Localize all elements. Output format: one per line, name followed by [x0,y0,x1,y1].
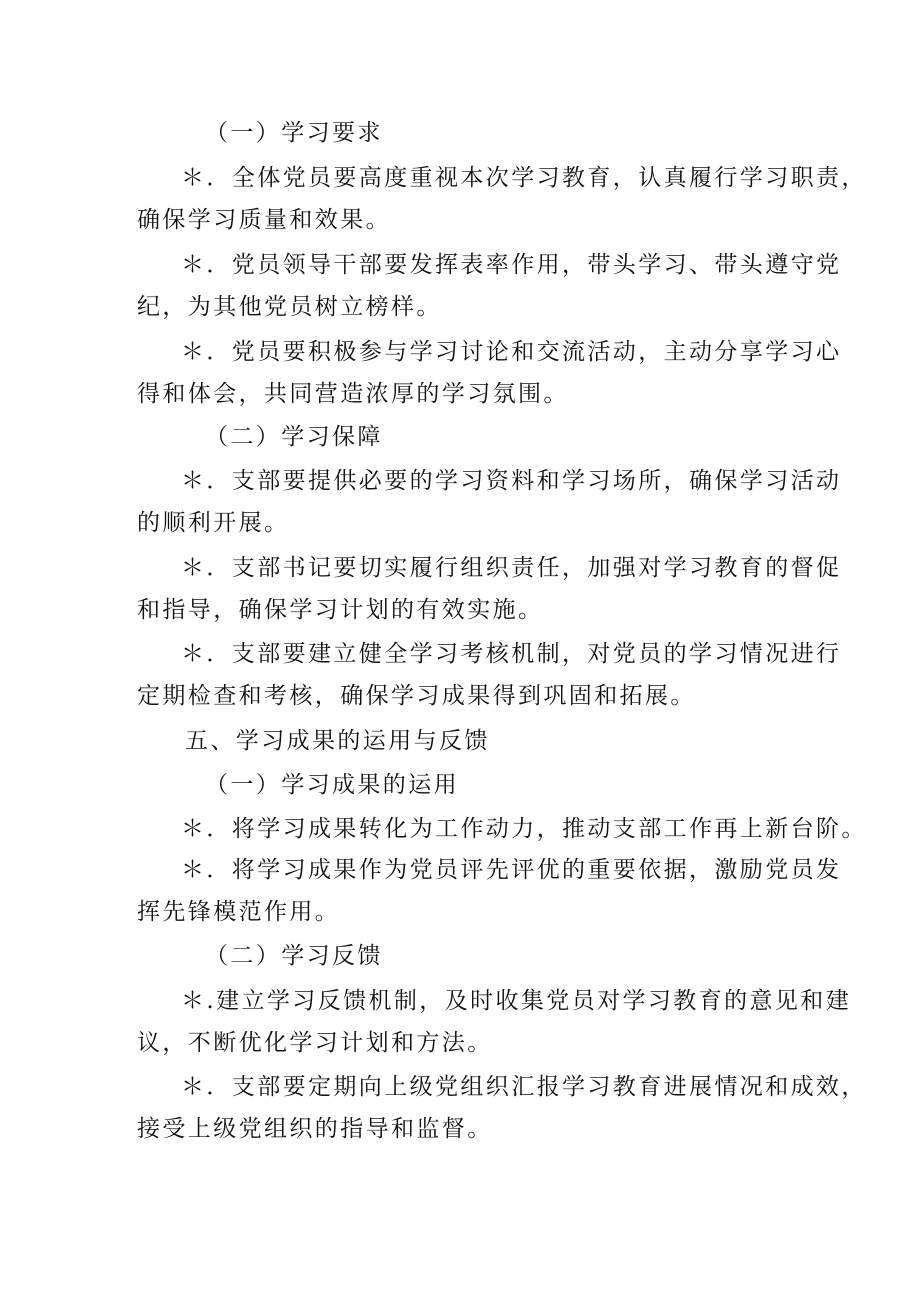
list-item: ＊．党员领导干部要发挥表率作用，带头学习、带头遵守党 [181,252,842,278]
list-item-continuation: 得和体会，共同营造浓厚的学习氛围。 [137,381,569,407]
list-item: ＊．支部要提供必要的学习资料和学习场所，确保学习活动 [181,468,842,494]
list-item: ＊．全体党员要高度重视本次学习教育，认真履行学习职责， [181,165,867,191]
list-item: ＊．支部要定期向上级党组织汇报学习教育进展情况和成效， [181,1074,867,1100]
list-item-continuation: 定期检查和考核，确保学习成果得到巩固和拓展。 [137,683,696,709]
list-item-continuation: 纪，为其他党员树立榜样。 [137,294,442,320]
chapter-title: 五、学习成果的运用与反馈 [185,728,490,754]
list-item: ＊．党员要积极参与学习讨论和交流活动，主动分享学习心 [181,339,842,365]
section-heading: （一）学习成果的运用 [205,772,459,798]
list-item: ＊.建立学习反馈机制，及时收集党员对学习教育的意见和建 [181,988,852,1014]
list-item-continuation: 挥先锋模范作用。 [137,899,341,925]
list-item-continuation: 确保学习质量和效果。 [137,207,391,233]
list-item: ＊．将学习成果转化为工作动力，推动支部工作再上新台阶。 [181,816,867,842]
section-heading: （二）学习反馈 [205,943,383,969]
list-item-continuation: 和指导，确保学习计划的有效实施。 [137,597,544,623]
list-item-continuation: 的顺利开展。 [137,510,290,536]
section-heading: （一）学习要求 [205,120,383,146]
list-item: ＊．支部书记要切实履行组织责任，加强对学习教育的督促 [181,555,842,581]
list-item-continuation: 接受上级党组织的指导和监督。 [137,1116,493,1142]
list-item: ＊．将学习成果作为党员评先评优的重要依据，激励党员发 [181,857,842,883]
section-heading: （二）学习保障 [205,424,383,450]
list-item-continuation: 议，不断优化学习计划和方法。 [137,1030,493,1056]
list-item: ＊．支部要建立健全学习考核机制，对党员的学习情况进行 [181,641,842,667]
